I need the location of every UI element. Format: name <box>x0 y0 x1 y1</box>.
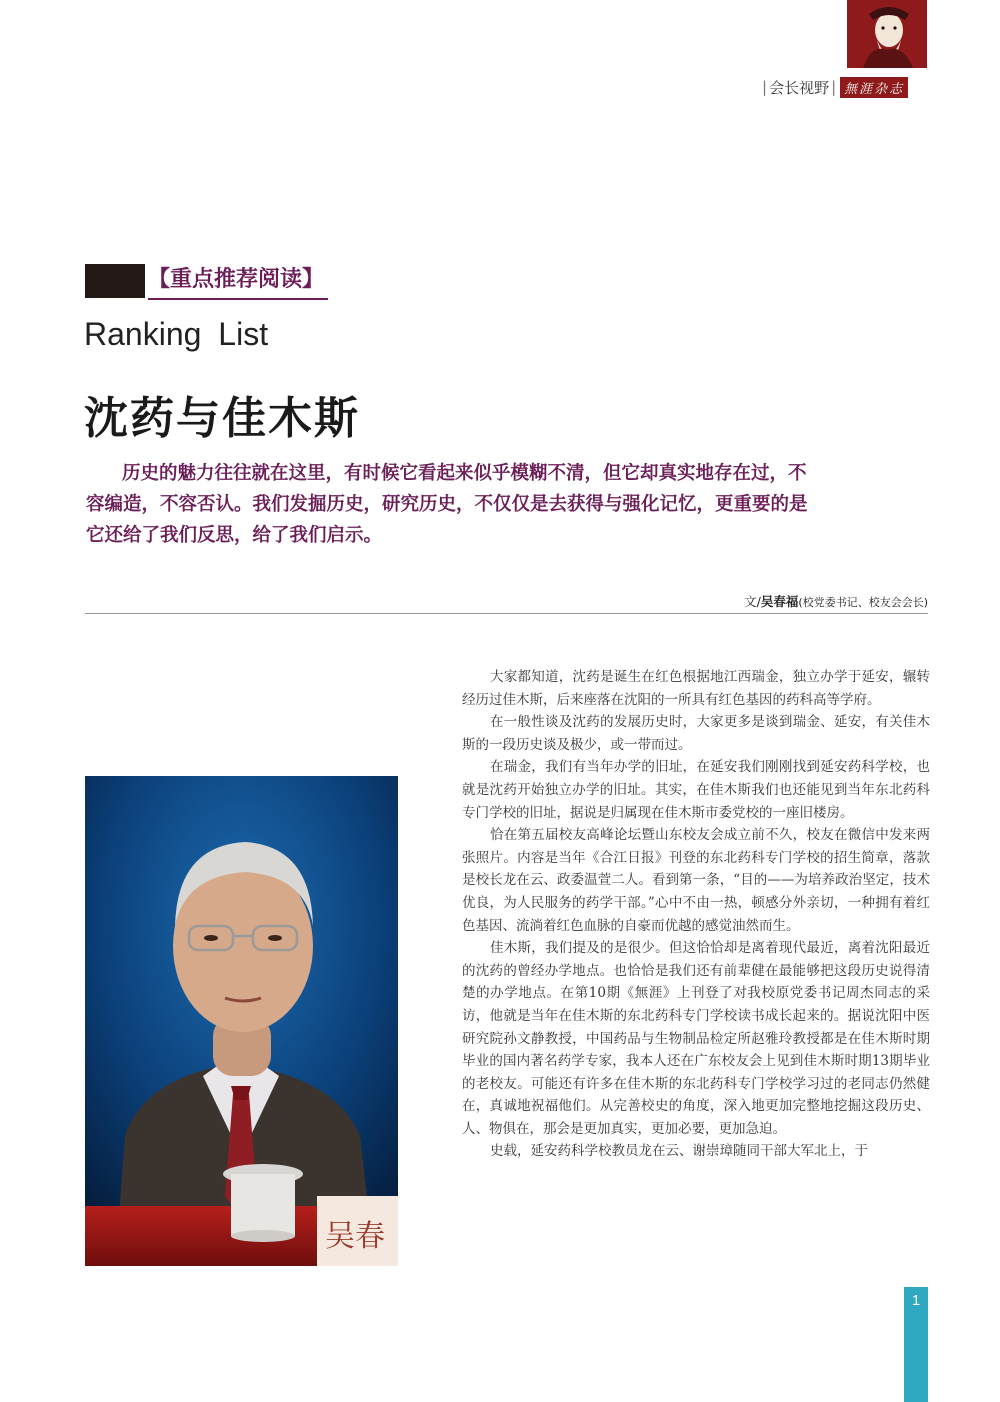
body-paragraph: 史载，延安药科学校教员龙在云、谢崇璋随同干部大军北上，于 <box>490 1143 868 1160</box>
article-intro: 历史的魅力往往就在这里，有时候它看起来似乎模糊不清，但它却真实地存在过，不容编造，不容否认。我们发掘历史，研究历史，不仅仅是去获得与强化记忆，更重要的是它还给了我们反思，给了我们启示。 <box>86 463 808 546</box>
section-name: 会长视野 <box>769 78 830 97</box>
divider <box>85 613 928 614</box>
body-paragraph: 佳木斯，我们提及的是很少。但这恰恰却是离着现代最近，离着沈阳最近的沈药的曾经办学地点。也恰恰是我们还有前辈健在最能够把这段历史说得清楚的办学地点。在第10期《無涯》上刊登了对我校原党委书记周杰同志的采访，他就是当年在佳木斯的东北药科专门学校读书成长起来的。据说沈阳中医研究院孙文静教授，中国药品与生物制品检定所赵雅玲教授都是在佳木斯时期毕业的国内著名药学专家，我本人还在广东校友会上见到佳木斯时期13期毕业的老校友。可能还有许多在佳木斯的东北药科专门学校学习过的老同志仍然健在，真诚地祝福他们。从完善校史的角度，深入地更加完整地挖掘这段历史、人、物俱在，那会是更加真实，更加必要，更加急迫。 <box>462 940 930 1137</box>
magazine-logo <box>847 0 927 68</box>
section-header: | 会长视野 | 無涯杂志 <box>760 76 908 98</box>
body-paragraph: 在一般性谈及沈药的发展历史时，大家更多是谈到瑞金、延安，有关佳木斯的一段历史谈及极少，或一带而过。 <box>462 714 930 753</box>
body-paragraph: 恰在第五届校友高峰论坛暨山东校友会成立前不久，校友在微信中发来两张照片。内容是当年《合江日报》刊登的东北药科专门学校的招生简章，落款是校长龙在云、政委温萱二人。看到第一条，“目的——为培养政治坚定，技术优良，为人民服务的药学干部。”心中不由一热，顿感分外亲切，一种拥有着红色基因、流淌着红色血脉的自豪而优越的感觉油然而生。 <box>462 827 930 934</box>
author-name: 吴春福 <box>760 594 799 609</box>
label-marker-block <box>85 264 145 298</box>
author-photo <box>85 776 398 1266</box>
scholar-portrait-logo-icon <box>847 0 927 68</box>
author-byline <box>600 592 928 610</box>
article-title: 沈药与佳木斯 <box>84 393 360 444</box>
recommend-underline <box>148 298 328 300</box>
article-body <box>462 666 930 1163</box>
page-number: 1 <box>911 1292 921 1309</box>
portrait-image <box>85 776 398 1266</box>
recommend-label: 【重点推荐阅读】 <box>148 267 325 292</box>
body-paragraph: 大家都知道，沈药是诞生在红色根据地江西瑞金，独立办学于延安，辗转经历过佳木斯，后来座落在沈阳的一所具有红色基因的药科高等学府。 <box>462 669 930 708</box>
ranking-list-heading: Ranking List <box>84 316 269 352</box>
author-title: (校党委书记、校友会会长) <box>798 596 928 609</box>
byline-prefix: 文/ <box>744 594 761 609</box>
name-card-text: 吴春 <box>325 1219 385 1254</box>
magazine-brand: 無涯杂志 <box>840 77 908 98</box>
body-paragraph: 在瑞金，我们有当年办学的旧址，在延安我们刚刚找到延安药科学校，也就是沈药开始独立办学的旧址。其实，在佳木斯我们也还能见到当年东北药科专门学校的旧址，据说是归属现在佳木斯市委党校的一座旧楼房。 <box>462 759 930 821</box>
